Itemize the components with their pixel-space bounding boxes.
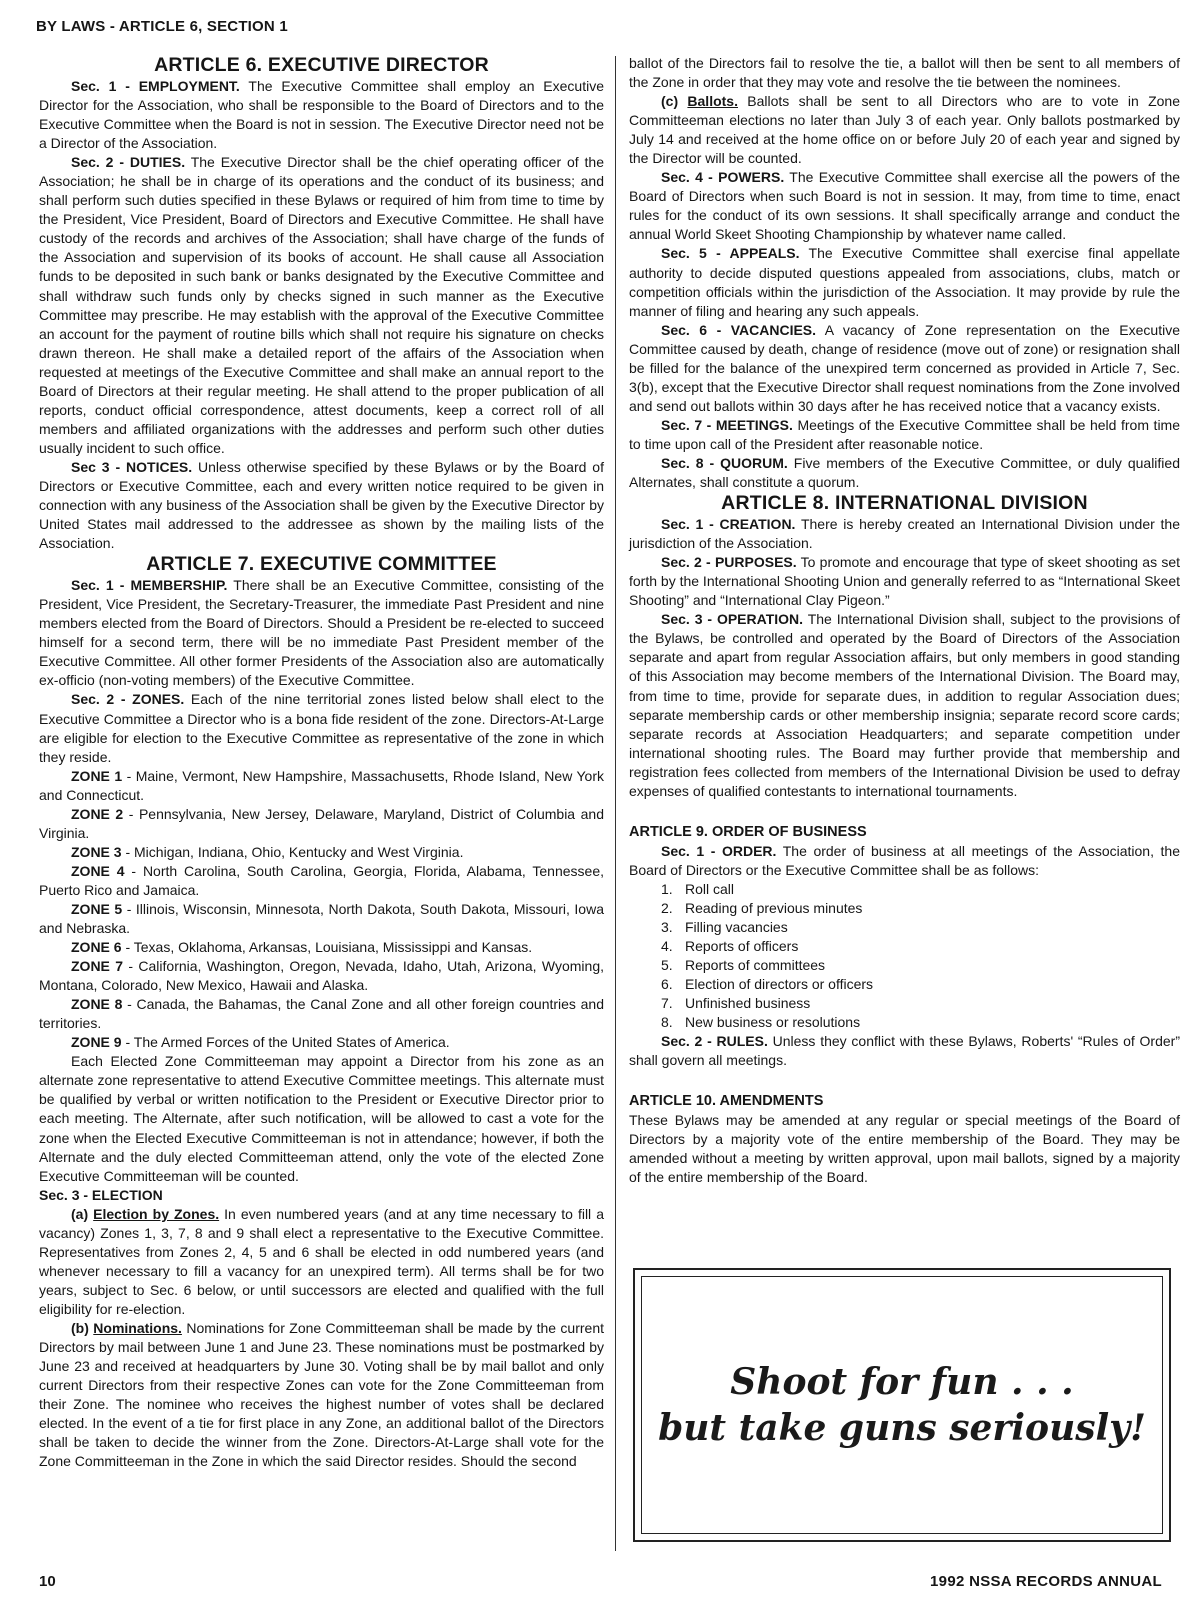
list-item: 5. Reports of committees <box>661 957 826 974</box>
article-8-sec-1: Sec. 1 - CREATION. There is hereby created an International Division under the jurisdiction of the Association. <box>629 516 1180 552</box>
article-8-title: ARTICLE 8. INTERNATIONAL DIVISION <box>721 492 1088 515</box>
article-6-sec-1: Sec. 1 - EMPLOYMENT. The Executive Committee shall employ an Executive Director for the Association, who shall be responsible to the Board of Directors and to the Executive Committee when the Board is not in session. The Executive Director need not be a Director of the Association. <box>39 78 604 152</box>
alternate-paragraph: Each Elected Zone Committeeman may appoint a Director from his zone as an alternate zone representative to attend Executive Committee meetings. This alternate must be qualified by verbal or written notification to the President or Executive Director prior to each meeting. The Alternate, after such notification, will be allowed to cast a vote for the zone when the Elected Executive Committeeman is not in attendance; however, if both the Alternate and the duly elected Committeeman attend, only the vote of the elected Zone Executive Committeeman will be counted. <box>39 1053 604 1184</box>
list-item: 8. New business or resolutions <box>661 1014 861 1031</box>
list-item: 4. Reports of officers <box>661 938 799 955</box>
left-column <box>39 54 604 1471</box>
article-6-sec-2: Sec. 2 - DUTIES. The Executive Director shall be the chief operating officer of the Association; he shall be in charge of its operations and the conduct of its business; and shall perform such duties specified in these Bylaws or required of him from time to time by the President, Vice President, Board of Directors and Executive Committee. He shall have custody of the records and archives of the Association; shall have charge of the funds of the Association and supervision of its books of account. He shall cause all Association funds to be deposited in such bank or banks designated by the Executive Committee and shall withdraw such funds only by checks signed in such manner as the Executive Committee may prescribe. He may establish with the approval of the Executive Committee an account for the payment of routine bills which shall not require his signature on checks drawn thereon. He shall make a detailed report of the affairs of the Association when requested at meetings of the Executive Committee and shall make an annual report to the Board of Directors at their regular meeting. He shall attend to the proper publication of all reports, conduct official correspondence, attest documents, keep a correct roll of all members and affiliated organizations with the addresses and perform such other duties usually incident to such office. <box>39 154 604 456</box>
zone-4: ZONE 4 - North Carolina, South Carolina, Georgia, Florida, Alabama, Tennessee, Puerto Rico and Jamaica. <box>39 862 604 898</box>
election-by-zones: (a) Election by Zones. In even numbered years (and at any time necessary to fill a vacancy) Zones 1, 3, 7, 8 and 9 shall elect a representative to the Executive Committee. Representatives from Zones 2, 4, 5 and 6 shall be elected in odd numbered years (and whenever necessary to fill a vacancy for an unexpired term). All terms shall be for two years, subject to Sec. 6 below, or until successors are elected and qualified with the full eligibility for re-election. <box>39 1205 604 1317</box>
nominations: (b) Nominations. Nominations for Zone Committeeman shall be made by the current Directors by mail between June 1 and June 23. These nominations must be postmarked by June 23 and received at headquarters by June 30. Voting shall be by mail ballot and only current Directors from their respective Zones can vote for the Zone Committeeman from their Zone. The nominee who receives the highest number of votes shall be declared elected. In the event of a tie for first place in any Zone, an additional ballot of the Directors shall be taken to decide the winner from the Zone. Directors-At-Large shall vote for the Zone Committeeman in the Zone in which the said Director resides. Should the second <box>39 1320 604 1470</box>
list-item: 1. Roll call <box>661 880 735 897</box>
list-item: 7. Unfinished business <box>661 995 811 1012</box>
article-6-title: ARTICLE 6. EXECUTIVE DIRECTOR <box>154 54 489 76</box>
list-item: 2. Reading of previous minutes <box>661 899 863 916</box>
article-7-sec-3-heading: Sec. 3 - ELECTION <box>39 1186 163 1203</box>
running-head: BY LAWS - ARTICLE 6, SECTION 1 <box>36 18 288 35</box>
article-8-sec-2: Sec. 2 - PURPOSES. To promote and encourage that type of skeet shooting as set forth by the International Shooting Union and generally referred to as “International Skeet Shooting” and “International Clay Pigeon.” <box>629 554 1181 609</box>
article-7-sec-4: Sec. 4 - POWERS. The Executive Committee shall exercise all the powers of the Board of Directors when such Board is not in session. It may, from time to time, enact rules for the conduct of its own sessions. It shall specifically arrange and conduct the annual World Skeet Shooting Championship by whatever name called. <box>629 169 1181 243</box>
zone-6: ZONE 6 - Texas, Oklahoma, Arkansas, Louisiana, Mississippi and Kansas. <box>71 939 533 956</box>
article-7-sec-1: Sec. 1 - MEMBERSHIP. There shall be an Executive Committee, consisting of the President, Vice President, the Secretary-Treasurer, the immediate Past President and nine members elected from the Board of Directors. Should a President be re-elected to succeed himself for a second term, there will be no immediate Past President member of the Executive Committee. All other former Presidents of the Association also are automatically ex-officio (non-voting members) of the Executive Committee. <box>39 577 604 689</box>
zone-9: ZONE 9 - The Armed Forces of the United States of America. <box>71 1034 450 1051</box>
article-9-title: ARTICLE 9. ORDER OF BUSINESS <box>629 823 867 840</box>
nominations-continued: ballot of the Directors fail to resolve the tie, a ballot will then be sent to all members of the Zone in order that they may vote and resolve the tie between the nominees. <box>629 55 1180 91</box>
right-column <box>629 54 1180 1188</box>
article-7-sec-8: Sec. 8 - QUORUM. Five members of the Executive Committee, or duly qualified Alternates, shall constitute a quorum. <box>629 454 1180 491</box>
article-7-sec-5: Sec. 5 - APPEALS. The Executive Committee shall exercise final appellate authority to decide disputed questions appealed from associations, clubs, match or competition officials within the jurisdiction of the Association. It may provide by rule the manner of filing and hearing any such appeals. <box>629 245 1180 319</box>
column-divider <box>615 56 616 1551</box>
publication-title: 1992 NSSA RECORDS ANNUAL <box>930 1573 1162 1590</box>
page-number: 10 <box>39 1573 56 1590</box>
slogan-inner-frame <box>641 1276 1163 1534</box>
list-item: 3. Filling vacancies <box>661 918 788 935</box>
article-9-sec-1: Sec. 1 - ORDER. The order of business at all meetings of the Association, the Board of Directors or the Executive Committee shall be as follows: <box>629 842 1181 878</box>
list-item: 6. Election of directors or officers <box>661 976 874 993</box>
article-7-sec-7: Sec. 7 - MEETINGS. Meetings of the Executive Committee shall be held from time to time upon call of the President after reasonable notice. <box>629 416 1180 452</box>
article-8-sec-3: Sec. 3 - OPERATION. The International Division shall, subject to the provisions of the Bylaws, be controlled and operated by the Board of Directors of the Association separate and apart from regular Association affairs, but only members in good standing of this Association may become members of the International Division. The Board may, from time to time, provide for separate dues, in addition to regular Association dues; separate membership cards or other membership insignia; separate record score cards; separate records at Association Headquarters; and separate competition under international shooting rules. The Board may further provide that membership and registration fees collected from members of the International Division be used to defray expenses of qualified contestants to international tournaments. <box>629 611 1180 799</box>
slogan-box <box>633 1268 1171 1542</box>
slogan-line-2: but take guns seriously! <box>658 1407 1146 1449</box>
zone-5: ZONE 5 - Illinois, Wisconsin, Minnesota, North Dakota, South Dakota, Missouri, Iowa and Nebraska. <box>39 900 604 937</box>
slogan-line-1: Shoot for fun . . . <box>730 1361 1074 1403</box>
article-10-title: ARTICLE 10. AMENDMENTS <box>629 1093 824 1110</box>
zone-2: ZONE 2 - Pennsylvania, New Jersey, Delaware, Maryland, District of Columbia and Virginia. <box>39 805 604 841</box>
article-7-title: ARTICLE 7. EXECUTIVE COMMITTEE <box>146 553 497 576</box>
article-6-sec-3: Sec 3 - NOTICES. Unless otherwise specified by these Bylaws or by the Board of Directors or Executive Committee, each and every written notice required to be given in connection with any business of the Association shall be given by the Executive Director by United States mail addressed to the addressee as shown by the mailing lists of the Association. <box>39 458 604 552</box>
article-10-text: These Bylaws may be amended at any regular or special meetings of the Board of Directors by a majority vote of the entire membership of the Board. They may be amended without a meeting by written approval, upon mail ballots, signed by a majority of the entire membership of the Board. <box>629 1112 1180 1186</box>
article-7-sec-2: Sec. 2 - ZONES. Each of the nine territorial zones listed below shall elect to the Executive Committee a Director who is a bona fide resident of the zone. Directors-At-Large are eligible for election to the Executive Committee as representative of the zone in which they reside. <box>39 691 604 765</box>
zone-7: ZONE 7 - California, Washington, Oregon, Nevada, Idaho, Utah, Arizona, Wyoming, Montana, Colorado, New Mexico, Hawaii and Alaska. <box>39 958 604 994</box>
article-7-sec-6: Sec. 6 - VACANCIES. A vacancy of Zone representation on the Executive Committee caused by death, change of residence (move out of zone) or resignation shall be filled for the balance of the unexpired term concerned as provided in Article 7, Sec. 3(b), except that the Executive Director shall request nominations from the Zone involved and send out ballots within 30 days after he has received notice that a vacancy exists. <box>629 321 1180 414</box>
article-9-sec-2: Sec. 2 - RULES. Unless they conflict with these Bylaws, Roberts' “Rules of Order” shall govern all meetings. <box>629 1033 1180 1069</box>
ballots: (c) Ballots. Ballots shall be sent to all Directors who are to vote in Zone Committeeman elections no later than July 3 of each year. Only ballots postmarked by July 14 and received at the home office on or before July 20 of each year and signed by the Director will be counted. <box>629 93 1181 167</box>
zone-8: ZONE 8 - Canada, the Bahamas, the Canal Zone and all other foreign countries and territories. <box>39 996 604 1032</box>
order-of-business-list <box>629 880 1180 1032</box>
zone-3: ZONE 3 - Michigan, Indiana, Ohio, Kentucky and West Virginia. <box>71 843 464 860</box>
zone-1: ZONE 1 - Maine, Vermont, New Hampshire, Massachusetts, Rhode Island, New York and Connecticut. <box>39 767 605 803</box>
